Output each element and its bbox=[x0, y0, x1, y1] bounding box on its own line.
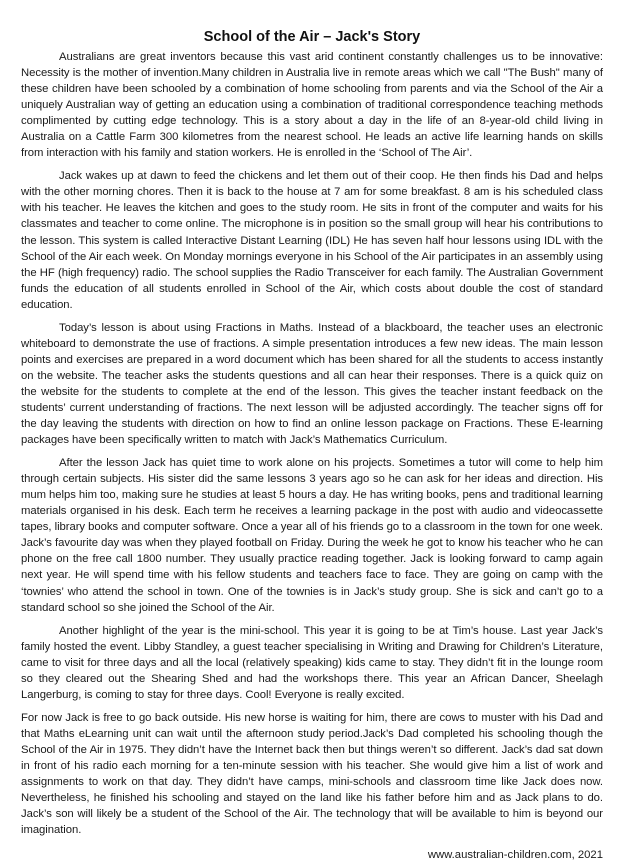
paragraph-after-lesson: After the lesson Jack has quiet time to work alone on his projects. Sometimes a tutor will come to help him through certain subjects. His sister did the same lessons 3 years ago so he can ask for her ideas and direction. His mum helps him too, making sure he studies at least 5 hours a day. He has writing books, pens and traditional learning materials organised in his desk. Each term he receives a learning package in the post with audio and videocassette tapes, library books and computer software. Once a year all of his friends go to a classroom in the town for one week. Jack’s favourite day was when they played football on Friday. During the week he got to know his teacher who he can phone on the free call 1800 number. They usually practice reading together. Jack is looking forward to camp again next year. He will spend time with his fellow students and teachers face to face. They are going on camp with the ‘townies’ who attend the school in town. One of the townies is in Jack’s study group. She is sick and can’t go to a standard school so she joined the School of the Air. bbox=[21, 457, 603, 614]
paragraph-lesson: Today’s lesson is about using Fractions in Maths. Instead of a blackboard, the teacher uses an electronic whiteboard to demonstrate the use of fractions. A simple presentation introduces a few new ideas. The main lesson points and exercises are prepared in a word document which has been shared for all the students to access instantly on the website. The teacher asks the students questions and all can hear their responses. There is a quick quiz on the website for the students to complete at the end of the lesson. This gives the teacher instant feedback on the students’ current understanding of fractions. The next lesson will be adjusted accordingly. The teacher signs off for the day leaving the students with direction on how to find an online lesson package on Fractions. These E-learning packages have been specifically written to match with Jack’s Mathematics Curriculum. bbox=[21, 321, 603, 447]
source-footer: www.australian-children.com, 2021 bbox=[427, 849, 603, 862]
document-title: School of the Air – Jack's Story bbox=[203, 29, 421, 45]
document-page bbox=[21, 27, 603, 863]
paragraph-morning: Jack wakes up at dawn to feed the chickens and let them out of their coop. He then finds his Dad and helps with the other morning chores. Then it is back to the house at 7 am for some breakfast. 8 am is his scheduled class with his teacher. He leaves the kitchen and goes to the study room. He sits in front of the computer and waits for his classmates and teacher to come online. The microphone is in position so the small group will hear his contributions to the lesson. This system is called Interactive Distant Learning (IDL) He has seven half hour lessons using IDL with the School of the Air each week. On Monday mornings everyone in his School of the Air participates in an assembly using the HF (high frequency) radio. The school supplies the Radio Transceiver for each family. The Australian Government funds the education of all students enrolled in School of the Air, which costs about double the cost of standard education. bbox=[21, 170, 604, 311]
paragraph-mini-school: Another highlight of the year is the mini-school. This year it is going to be at Tim’s house. Last year Jack’s family hosted the event. Libby Standley, a guest teacher specialising in Writing and Drawing for Children’s Literature, came to visit for three days and all the local (relatively speaking) kids came to stay. They didn’t fit in the lounge room so they cleared out the Shearing Shed and had the workshops there. This year an African Dancer, Sheelagh Langerburg, is coming to stay for three days. Cool! Everyone is really excited. bbox=[21, 624, 603, 701]
paragraph-intro: Australians are great inventors because this vast arid continent constantly challenges us to be innovative: Necessity is the mother of invention.Many children in Australia live in remote areas which we call "The Bush" many of these children have been schooled by a combination of home schooling from parents and via the School of the Air a uniquely Australian way of getting an education using a combination of traditional correspondence teaching methods complimented by cutting edge technology. This is a story about a day in the life of an 8-year-old child living in Australia on a Cattle Farm 300 kilometres from the nearest school. He leads an active life learning hands on skills from interaction with his family and station workers. He is enrolled in the ‘School of The Air’. bbox=[21, 51, 603, 160]
paragraph-conclusion: For now Jack is free to go back outside. His new horse is waiting for him, there are cows to muster with his Dad and that Maths eLearning unit can wait until the afternoon study period.Jack’s Dad completed his schooling though the School of the Air in 1975. They didn’t have the Internet back then but things weren’t so different. Jack’s dad sat down in front of his radio each morning for a ten-minute session with his teacher. She would give him a list of work and assignments to work on that day. They didn’t have camps, mini-schools and classroom time like Jack does now. Nevertheless, he finished his schooling and stayed on the land like his father before him and as Jack plans to do. Jack’s son will likely be a student of the School of the Air. The technology that will be available to him is beyond our imagination. bbox=[21, 711, 603, 837]
